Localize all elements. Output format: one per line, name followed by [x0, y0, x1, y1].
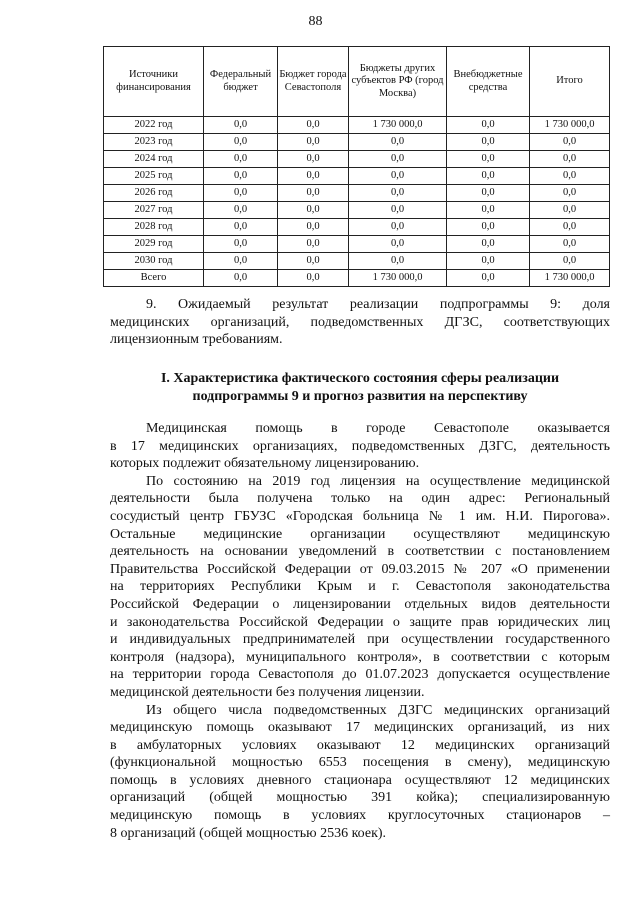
cell-other-subjects: 1 730 000,0 [349, 117, 447, 134]
text-line: медицинскую помощь оказывают 17 медицинских организаций, из них [110, 720, 610, 736]
cell-year: 2027 год [104, 202, 204, 219]
text-line: на территориях Республики Крым и г. Севастополя законодательства [110, 579, 610, 595]
text-line: медицинскую помощь в условиях круглосуточных стационаров – [110, 808, 610, 824]
financing-table [103, 46, 610, 287]
text-line: в амбулаторных условиях оказывают 12 медицинских организаций [110, 737, 610, 753]
cell-total: 0,0 [530, 253, 610, 270]
cell-federal: 0,0 [204, 253, 278, 270]
cell-city: 0,0 [278, 168, 349, 185]
cell-federal: 0,0 [204, 236, 278, 253]
text-line: Российской Федерации о лицензировании отдельных видов деятельности [110, 596, 610, 612]
section-heading [110, 370, 610, 406]
cell-year: 2026 год [104, 185, 204, 202]
table-row [104, 134, 610, 151]
cell-other-subjects: 1 730 000,0 [349, 270, 447, 287]
cell-extrabudgetary: 0,0 [447, 202, 530, 219]
text-line: на территории города Севастополя до 01.07.2023 допускается осуществление [110, 667, 610, 683]
cell-total: 0,0 [530, 236, 610, 253]
cell-federal: 0,0 [204, 270, 278, 287]
cell-total: 0,0 [530, 168, 610, 185]
cell-extrabudgetary: 0,0 [447, 236, 530, 253]
cell-extrabudgetary: 0,0 [447, 151, 530, 168]
cell-extrabudgetary: 0,0 [447, 253, 530, 270]
cell-city: 0,0 [278, 270, 349, 287]
table-header-row [104, 47, 610, 117]
cell-total: 0,0 [530, 185, 610, 202]
cell-federal: 0,0 [204, 134, 278, 151]
text-line: медицинской деятельности без получения лицензии. [110, 684, 425, 700]
cell-city: 0,0 [278, 236, 349, 253]
cell-total: 1 730 000,0 [530, 270, 610, 287]
header-sources: Источники финансирования [104, 47, 204, 117]
cell-city: 0,0 [278, 151, 349, 168]
table-row [104, 168, 610, 185]
cell-year: 2025 год [104, 168, 204, 185]
text-line: сосудистый центр ГБУЗС «Городская больница № 1 им. Н.И. Пирогова». [110, 508, 610, 524]
cell-extrabudgetary: 0,0 [447, 117, 530, 134]
text-line: Остальные медицинские организации осуществляют медицинскую [110, 526, 610, 542]
text-line: организаций (общей мощностью 391 койка); специализированную [110, 790, 610, 806]
text-line: медицинских организаций, подведомственных ДГЗС, соответствующих [110, 314, 610, 330]
text-line: и индивидуальных предпринимателей при осуществлении государственного [110, 632, 610, 648]
text-line: По состоянию на 2019 год лицензия на осуществление медицинской [146, 473, 610, 489]
header-city-budget: Бюджет города Севастополя [278, 47, 349, 117]
cell-other-subjects: 0,0 [349, 202, 447, 219]
cell-federal: 0,0 [204, 202, 278, 219]
heading-line: I. Характеристика фактического состояния сферы реализации [160, 371, 560, 386]
cell-federal: 0,0 [204, 219, 278, 236]
table-row [104, 117, 610, 134]
text-line: (функциональной мощностью 6553 посещения в смену), медицинскую [110, 755, 610, 771]
cell-extrabudgetary: 0,0 [447, 219, 530, 236]
cell-city: 0,0 [278, 185, 349, 202]
header-other-subjects-budget: Бюджеты других субъектов РФ (город Москва) [349, 47, 447, 117]
text-line: контроля (надзора), муниципального контроля», в соответствии с которым [110, 649, 610, 665]
cell-total: 1 730 000,0 [530, 117, 610, 134]
cell-year: 2023 год [104, 134, 204, 151]
text-line: деятельности была получена только на один адрес: Региональный [110, 491, 610, 507]
cell-total: 0,0 [530, 134, 610, 151]
paragraph-3 [110, 702, 610, 843]
cell-year: 2022 год [104, 117, 204, 134]
cell-city: 0,0 [278, 117, 349, 134]
text-line: 8 организаций (общей мощностью 2536 коек). [110, 825, 387, 841]
table-row [104, 236, 610, 253]
cell-other-subjects: 0,0 [349, 253, 447, 270]
cell-year: 2024 год [104, 151, 204, 168]
cell-city: 0,0 [278, 219, 349, 236]
cell-extrabudgetary: 0,0 [447, 185, 530, 202]
item-9-paragraph [110, 296, 610, 349]
table-row [104, 253, 610, 270]
table-row [104, 185, 610, 202]
text-line: деятельность на основании уведомлений в соответствии с постановлением [110, 544, 610, 560]
text-line: в 17 медицинских организациях, подведомственных ДЗГС, деятельность [110, 438, 610, 454]
body-text [110, 420, 610, 842]
cell-other-subjects: 0,0 [349, 219, 447, 236]
cell-federal: 0,0 [204, 168, 278, 185]
cell-other-subjects: 0,0 [349, 185, 447, 202]
text-line: помощь в условиях дневного стационара осуществляют 12 медицинских [110, 772, 610, 788]
cell-federal: 0,0 [204, 151, 278, 168]
cell-other-subjects: 0,0 [349, 236, 447, 253]
paragraph-2 [110, 473, 610, 702]
cell-year: Всего [104, 270, 204, 287]
cell-other-subjects: 0,0 [349, 151, 447, 168]
table-row [104, 151, 610, 168]
text-line: Медицинская помощь в городе Севастополе оказывается [146, 421, 610, 436]
table-row [104, 202, 610, 219]
cell-city: 0,0 [278, 202, 349, 219]
cell-total: 0,0 [530, 151, 610, 168]
table-row [104, 270, 610, 287]
cell-other-subjects: 0,0 [349, 134, 447, 151]
text-line: и законодательства Российской Федерации о защите прав юридических лиц [110, 614, 610, 630]
cell-other-subjects: 0,0 [349, 168, 447, 185]
cell-federal: 0,0 [204, 185, 278, 202]
page-number: 88 [308, 14, 323, 29]
table-row [104, 219, 610, 236]
text-line: 9. Ожидаемый результат реализации подпрограммы 9: доля [146, 297, 610, 312]
cell-city: 0,0 [278, 253, 349, 270]
cell-total: 0,0 [530, 219, 610, 236]
cell-extrabudgetary: 0,0 [447, 270, 530, 287]
cell-year: 2030 год [104, 253, 204, 270]
cell-year: 2028 год [104, 219, 204, 236]
header-total: Итого [530, 47, 610, 117]
heading-line: подпрограммы 9 и прогноз развития на перспективу [192, 389, 528, 404]
text-line: лицензионным требованиям. [110, 332, 283, 348]
cell-federal: 0,0 [204, 117, 278, 134]
text-line: Из общего числа подведомственных ДЗГС медицинских организаций [146, 702, 610, 718]
cell-year: 2029 год [104, 236, 204, 253]
cell-total: 0,0 [530, 202, 610, 219]
cell-extrabudgetary: 0,0 [447, 134, 530, 151]
cell-extrabudgetary: 0,0 [447, 168, 530, 185]
text-line: Правительства Российской Федерации от 09.03.2015 № 207 «О применении [110, 561, 610, 577]
paragraph-1 [110, 420, 610, 473]
header-extrabudgetary: Внебюджетные средства [447, 47, 530, 117]
header-federal-budget: Федеральный бюджет [204, 47, 278, 117]
text-line: которых подлежит обязательному лицензированию. [110, 456, 420, 472]
cell-city: 0,0 [278, 134, 349, 151]
